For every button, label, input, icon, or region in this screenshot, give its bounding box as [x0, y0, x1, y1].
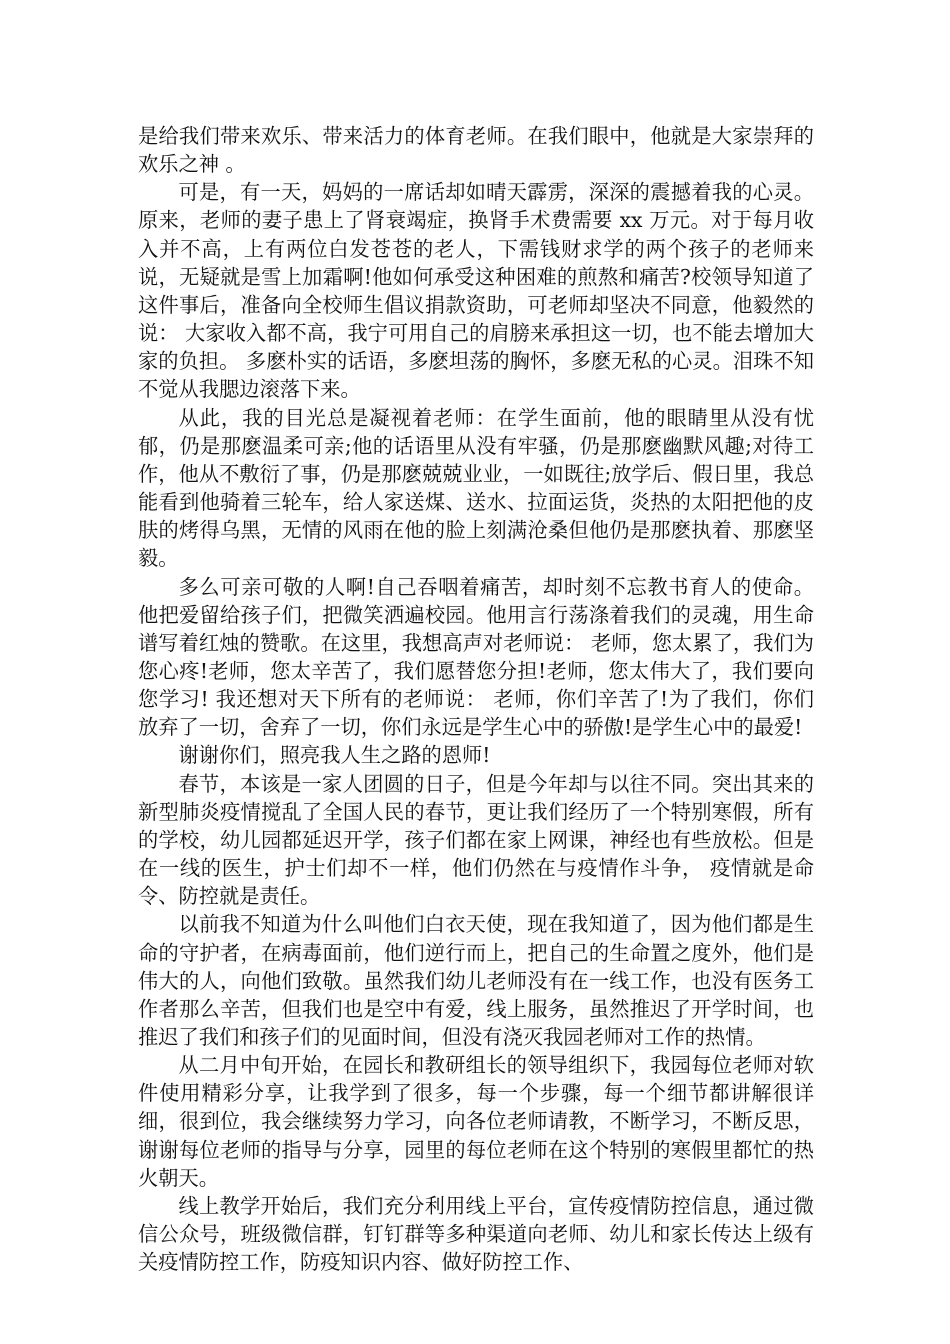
- paragraph: 春节，本该是一家人团圆的日子，但是今年却与以往不同。突出其来的新型肺炎疫情搅乱了全国人民的春节，更让我们经历了一个特别寒假，所有的学校，幼儿园都延迟开学，孩子们都在家上网课，神经也有些放松。但是在一线的医生，护士们却不一样，他们仍然在与疫情作斗争， 疫情就是命令、防控就是责任。: [138, 771, 814, 909]
- document-body: [138, 122, 814, 1276]
- paragraph: 可是，有一天，妈妈的一席话却如晴天霹雳，深深的震撼着我的心灵。原来，老师的妻子患上了肾衰竭症，换肾手术费需要 xx 万元。对于每月收入并不高，上有两位白发苍苍的老人，下需钱财求学的两个孩子的老师来说，无疑就是雪上加霜啊!他如何承受这种困难的煎熬和痛苦?校领导知道了这件事后，准备向全校师生倡议捐款资助，可老师却坚决不同意，他毅然的说： 大家收入都不高，我宁可用自己的肩膀来承担这一切，也不能去增加大家的负担。 多麽朴实的话语，多麽坦荡的胸怀，多麽无私的心灵。泪珠不知不觉从我腮边滚落下来。: [138, 180, 814, 402]
- paragraph: 多么可亲可敬的人啊!自己吞咽着痛苦，却时刻不忘教书育人的使命。他把爱留给孩子们，把微笑洒遍校园。他用言行荡涤着我们的灵魂，用生命谱写着红烛的赞歌。在这里，我想高声对老师说： 老师，您太累了，我们为您心疼!老师，您太辛苦了，我们愿替您分担!老师，您太伟大了，我们要向您学习! 我还想对天下所有的老师说： 老师，你们辛苦了!为了我们，你们放弃了一切，舍弃了一切，你们永远是学生心中的骄傲!是学生心中的最爱!: [138, 574, 814, 740]
- paragraph: 从二月中旬开始，在园长和教研组长的领导组织下，我园每位老师对软件使用精彩分享，让我学到了很多，每一个步骤，每一个细节都讲解很详细，很到位，我会继续努力学习，向各位老师请教，不断学习，不断反思，谢谢每位老师的指导与分享，园里的每位老师在这个特别的寒假里都忙的热火朝天。: [138, 1053, 814, 1190]
- paragraph: 以前我不知道为什么叫他们白衣天使，现在我知道了，因为他们都是生命的守护者，在病毒面前，他们逆行而上，把自己的生命置之度外，他们是伟大的人，向他们致敬。虽然我们幼儿老师没有在一线工作，也没有医务工作者那么辛苦，但我们也是空中有爱，线上服务，虽然推迟了开学时间，也推迟了我们和孩子们的见面时间，但没有浇灭我园老师对工作的热情。: [138, 912, 814, 1049]
- paragraph: 线上教学开始后，我们充分利用线上平台，宣传疫情防控信息，通过微信公众号，班级微信群，钉钉群等多种渠道向老师、幼儿和家长传达上级有关疫情防控工作，防疫知识内容、做好防控工作、: [138, 1193, 814, 1275]
- paragraph: 从此，我的目光总是凝视着老师：在学生面前，他的眼睛里从没有忧郁，仍是那麽温柔可亲;他的话语里从没有牢骚，仍是那麽幽默风趣;对待工作，他从不敷衍了事，仍是那麽兢兢业业，一如既往;放学后、假日里，我总能看到他骑着三轮车，给人家送煤、送水、拉面运货，炎热的太阳把他的皮肤的烤得乌黑，无情的风雨在他的脸上刻满沧桑但他仍是那麽执着、那麽坚毅。: [138, 405, 814, 571]
- paragraph: 是给我们带来欢乐、带来活力的体育老师。在我们眼中，他就是大家崇拜的 欢乐之神 。: [138, 124, 814, 177]
- paragraph: 谢谢你们，照亮我人生之路的恩师!: [178, 743, 491, 768]
